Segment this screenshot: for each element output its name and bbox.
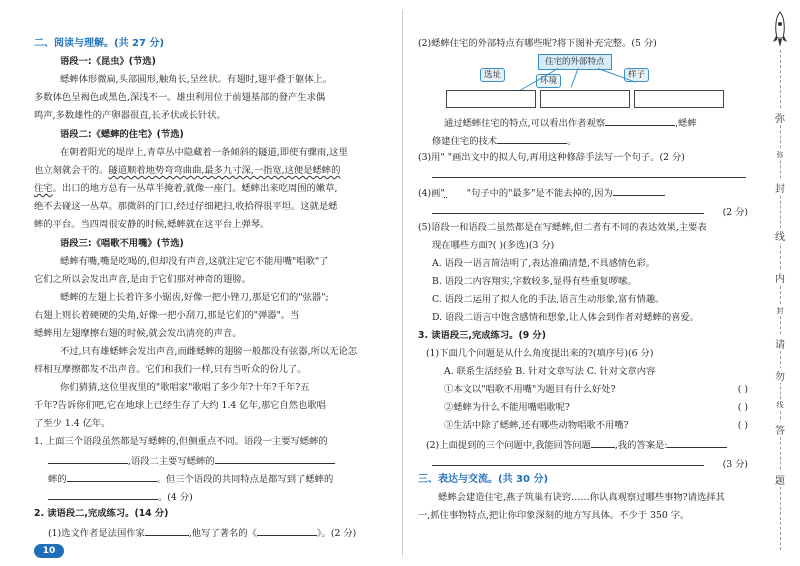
diagram-answer-box[interactable] xyxy=(446,90,536,108)
question3-sub2 xyxy=(426,438,727,452)
passage3-line: 蟋蟀用左翅摩擦右翅的时候,就会发出清亮的声音。 xyxy=(34,328,242,339)
question3-text: (2)上面提到的三个问题中,我能回答问题 xyxy=(426,440,591,451)
question2-title: 2. 读语段二,完成练习。(14 分) xyxy=(34,508,169,519)
question3-sub1: (1)下面几个问题是从什么角度提出来的?(填序号)(6 分) xyxy=(426,348,654,359)
question3-sub2-line2 xyxy=(432,456,704,470)
question2-text: (4)画" xyxy=(418,188,445,199)
passage2-title: 语段二:《蟋蟀的住宅》(节选) xyxy=(60,129,184,140)
question2-text: 修建住宅的技术 xyxy=(432,136,498,147)
passage2-line: 在朝着阳光的堤岸上,青草丛中隐藏着一条倾斜的隧道,即使有骤雨,这里 xyxy=(60,147,348,158)
passage2-line xyxy=(34,165,340,177)
passage2-text: 也立刻就会干的。 xyxy=(34,165,109,176)
answer-blank[interactable] xyxy=(432,204,704,214)
question2-text: 》。(2 分) xyxy=(316,528,357,539)
answer-line[interactable] xyxy=(432,168,746,178)
question1-text: 蟀的 xyxy=(48,474,67,485)
margin-char: 线 xyxy=(772,228,788,243)
option-c[interactable]: C. 语段二运用了拟人化的手法,语言生动形象,富有情趣。 xyxy=(432,294,665,305)
margin-char-small: 弥 xyxy=(774,150,786,160)
option-d[interactable]: D. 语段二语言中饱含感情和想象,让人体会到作者对蟋蟀的喜爱。 xyxy=(432,312,700,323)
passage1-line: 蟋蟀体形微扁,头部圆形,触角长,呈丝状。有翅时,翅平叠于躯体上。 xyxy=(60,74,333,85)
question2-text: 通过蟋蟀住宅的特点,可以看出作者观察 xyxy=(444,118,606,129)
answer-paren[interactable]: ( ) xyxy=(737,420,748,431)
house-features-diagram xyxy=(418,54,748,110)
diagram-label-environment: 环境 xyxy=(536,74,561,88)
dotted-marker xyxy=(445,188,467,200)
passage3-line: 你们猜猜,这位里夜里的"歌唱家"歌唱了多少年?十年?千年?五 xyxy=(60,382,310,393)
passage3-line: 它们之所以会发出声音,是由于它们那对神奇的翅膀。 xyxy=(34,274,251,285)
option-a[interactable]: A. 语段一语言简洁明了,表达准确清楚,不具感情色彩。 xyxy=(432,258,656,269)
question1-line xyxy=(48,472,333,486)
question2-sub4 xyxy=(418,186,665,200)
margin-char: 弥 xyxy=(772,110,788,125)
answer-blank[interactable] xyxy=(497,134,567,144)
diagram-center-label: 住宅的外部特点 xyxy=(538,54,612,70)
passage3-line: 蟋蟀有嘴,嘴是吃喝的,但却没有声音,这就注定它不能用嘴"唱歌"了 xyxy=(60,256,329,267)
section-expression-title: 三、表达与交流。(共 30 分) xyxy=(418,474,549,485)
question2-text: 。 xyxy=(567,136,577,147)
answer-blank[interactable] xyxy=(257,526,317,536)
question3-sub2-score: (3 分) xyxy=(722,459,748,470)
margin-char: 内 xyxy=(772,270,788,285)
question1-line: 1. 上面三个语段虽然都是写蟋蟀的,但侧重点不同。语段一主要写蟋蟀的 xyxy=(34,436,328,447)
writing-prompt-line: 蟋蟀会建造住宅,燕子筑巢有诀窍……你认真观察过哪些事物?请选择其 xyxy=(438,492,725,503)
question2-sub5: (5)语段一和语段二虽然都是在写蟋蟀,但二者有不同的表达效果,主要表 xyxy=(418,222,707,233)
passage2-line: 绝不去碰这一丛草。那微斜的门口,经过仔细耙扫,收拾得很平坦。这就是蟋 xyxy=(34,201,338,212)
passage3-title: 语段三:《唱歌不用嘴》(节选) xyxy=(60,238,184,249)
option-b[interactable]: B. 语段二内容翔实,字数较多,显得有些重复啰嗦。 xyxy=(432,276,637,287)
answer-blank[interactable] xyxy=(145,526,189,536)
question1-score: 。(4 分) xyxy=(158,492,193,503)
writing-prompt-line: 一,抓住事物特点,把让你印象深刻的地方写具体。不少于 350 字。 xyxy=(418,510,690,521)
question2-text: (1)选文作者是法国作家 xyxy=(48,528,145,539)
passage3-line: 右翅上则长着硬硬的尖角,好像一把小刮刀,那是它们的"弹器"。当 xyxy=(34,310,300,321)
answer-blank[interactable] xyxy=(613,186,665,196)
passage1-line: 多数体色呈褐色或黑色,深浅不一。雄虫利用位于前翅基部的發产生求偶 xyxy=(34,92,326,103)
question2-sub2: (2)蟋蟀住宅的外部特点有哪些呢?将下图补充完整。(5 分) xyxy=(418,38,657,49)
answer-paren[interactable]: ( ) xyxy=(737,402,748,413)
margin-char: 勿 xyxy=(772,368,788,383)
section-reading-title: 二、阅读与理解。(共 27 分) xyxy=(34,38,165,49)
question3-choices: A. 联系生活经验 B. 针对文章写法 C. 针对文章内容 xyxy=(444,366,656,377)
diagram-label-shape: 样子 xyxy=(624,68,649,82)
margin-char: 封 xyxy=(772,180,788,195)
diagram-answer-box[interactable] xyxy=(634,90,724,108)
question1-line xyxy=(48,454,335,468)
question3-text: ,我的答案是: xyxy=(614,440,668,451)
question2-text: ,他写了著名的《 xyxy=(188,528,257,539)
question2-sub2-line xyxy=(444,116,697,130)
column-divider xyxy=(402,10,403,556)
answer-blank[interactable] xyxy=(605,116,675,126)
margin-char-small: 封 xyxy=(774,306,786,316)
margin-char: 请 xyxy=(772,336,788,351)
question3-item: ①本文以"唱歌不用嘴"为题目有什么好处? xyxy=(444,384,616,395)
passage1-title: 语段一:《昆虫》(节选) xyxy=(60,56,156,67)
wavy-sentence: 隧道顺着地势弯弯曲曲,最多九寸深,一指宽,这便是蟋蟀的 xyxy=(108,165,341,176)
answer-blank[interactable] xyxy=(67,472,157,482)
diagram-label-location: 选址 xyxy=(480,68,505,82)
passage2-line: 蟀的平台。当四周很安静的时候,蟋蟀就在这平台上弹琴。 xyxy=(34,219,270,230)
answer-blank[interactable] xyxy=(215,454,335,464)
question2-text: ,蟋蟀 xyxy=(675,118,697,129)
question2-sub3: (3)用" "画出文中的拟人句,再用这种修辞手法写一个句子。(2 分) xyxy=(418,152,685,163)
answer-paren[interactable]: ( ) xyxy=(737,384,748,395)
margin-char: 答 xyxy=(772,422,788,437)
passage1-line: 鸣声,多数雄性的产卵器很直,长矛状或长针状。 xyxy=(34,110,226,121)
answer-blank[interactable] xyxy=(48,490,158,500)
margin-char-small: 线 xyxy=(774,400,786,410)
diagram-answer-box[interactable] xyxy=(540,90,630,108)
question3-item: ③生活中除了蟋蟀,还有哪些动物唱歌不用嘴? xyxy=(444,420,629,431)
passage2-text: 。出口的地方总有一丛草半掩着,就像一座门。蟋蟀出来吃周围的嫩草, xyxy=(52,183,338,194)
question3-item: ②蟋蟀为什么不能用嘴唱歌呢? xyxy=(444,402,570,413)
question2-sub2-line xyxy=(432,134,576,148)
page-number-badge: 10 xyxy=(34,544,64,558)
question2-sub4-line2 xyxy=(432,204,704,218)
question2-sub4-score: (2 分) xyxy=(722,207,748,218)
passage3-line: 千年?告诉你们吧,它在地球上已经生存了大约 1.4 亿年,那它自然也歌唱 xyxy=(34,400,326,411)
passage3-line: 不过,只有雄蟋蟀会发出声音,而雌蟋蟀的翅膀一般都没有弦器,所以无论怎 xyxy=(60,346,358,357)
passage3-line: 样相互摩擦都发不出声音。它们和我们一样,只有当听众的份儿了。 xyxy=(34,364,307,375)
answer-blank[interactable] xyxy=(48,454,128,464)
binding-margin xyxy=(756,0,800,566)
margin-char: 题 xyxy=(772,472,788,487)
passage3-line: 了至少 1.4 亿年。 xyxy=(34,418,111,429)
diagram-arrow xyxy=(571,68,579,87)
wavy-sentence-end: 住宅 xyxy=(34,183,53,194)
question1-text: ,语段二主要写蟋蟀的 xyxy=(128,456,215,467)
question1-text: 。但三个语段的共同特点是都写到了蟋蟀的 xyxy=(156,474,334,485)
answer-blank[interactable] xyxy=(591,438,615,448)
passage3-line: 蟋蟀的左翅上长着许多小锯齿,好像一把小锉刀,那是它们的"弦器"; xyxy=(60,292,329,303)
answer-blank[interactable] xyxy=(667,438,727,448)
question1-line xyxy=(48,490,193,504)
answer-blank[interactable] xyxy=(432,456,704,466)
question3-title: 3. 读语段三,完成练习。(9 分) xyxy=(418,330,546,341)
question2-text: "句子中的"最多"是不能去掉的,因为 xyxy=(466,188,613,199)
passage2-line xyxy=(34,183,337,195)
question2-sub5-line2: 现在哪些方面?( )(多选)(3 分) xyxy=(432,240,555,251)
question2-sub1 xyxy=(48,526,356,540)
rocket-icon xyxy=(770,10,790,50)
